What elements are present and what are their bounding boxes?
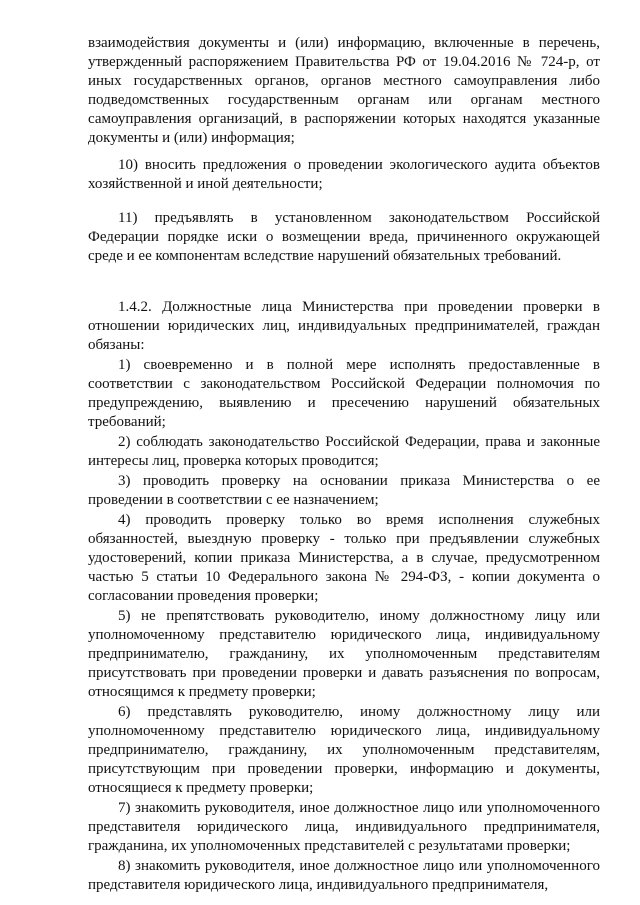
- paragraph-intro-continuation: взаимодействия документы и (или) информацию, включенные в перечень, утвержденный распоряжением Правительства РФ от 19.04.2016 № 724-р, от иных государственных органов, органов местного самоуправления либо подведомственных государственным органам или органам местного самоуправления организаций, в распоряжении которых находятся указанные документы и (или) информация;: [88, 35, 600, 146]
- duty-item-4: 4) проводить проверку только во время исполнения служебных обязанностей, выездную проверку - только при предъявлении служебных удостоверений, копии приказа Министерства, а в случае, предусмотренном частью 5 статьи 10 Федерального закона № 294-ФЗ, - копии документа о согласовании проведения проверки;: [88, 512, 600, 604]
- paragraph-item-10: 10) вносить предложения о проведении экологического аудита объектов хозяйственной и иной деятельности;: [88, 157, 600, 192]
- duty-item-5: 5) не препятствовать руководителю, иному должностному лицу или уполномоченному представителю юридического лица, индивидуальному предпринимателю, гражданину, их уполномоченным представителям присутствовать при проведении проверки и давать разъяснения по вопросам, относящимся к предмету проверки;: [88, 608, 600, 700]
- duty-item-1: 1) своевременно и в полной мере исполнять предоставленные в соответствии с законодательством Российской Федерации полномочия по предупреждению, выявлению и пресечению нарушений обязательных требований;: [88, 357, 600, 430]
- duty-item-3: 3) проводить проверку на основании приказа Министерства о ее проведении в соответствии с ее назначением;: [88, 473, 600, 508]
- document-page: [88, 34, 600, 895]
- section-1-4-2-heading: 1.4.2. Должностные лица Министерства при проведении проверки в отношении юридических лиц, индивидуальных предпринимателей, граждан обязаны:: [88, 299, 600, 353]
- duty-item-6: 6) представлять руководителю, иному должностному лицу или уполномоченному представителю юридического лица, индивидуальному предпринимателю, гражданину, их уполномоченным представителям, присутствующим при проведении проверки, информацию и документы, относящиеся к предмету проверки;: [88, 704, 600, 796]
- paragraph-item-11: 11) предъявлять в установленном законодательством Российской Федерации порядке иски о возмещении вреда, причиненного окружающей среде и ее компонентам вследствие нарушений обязательных требований.: [88, 210, 600, 264]
- duty-item-2: 2) соблюдать законодательство Российской Федерации, права и законные интересы лиц, проверка которых проводится;: [88, 434, 600, 469]
- duty-item-7: 7) знакомить руководителя, иное должностное лицо или уполномоченного представителя юридического лица, индивидуального предпринимателя, гражданина, их уполномоченных представителей с результатами проверки;: [88, 800, 600, 854]
- duty-item-8: 8) знакомить руководителя, иное должностное лицо или уполномоченного представителя юридического лица, индивидуального предпринимателя,: [88, 858, 600, 893]
